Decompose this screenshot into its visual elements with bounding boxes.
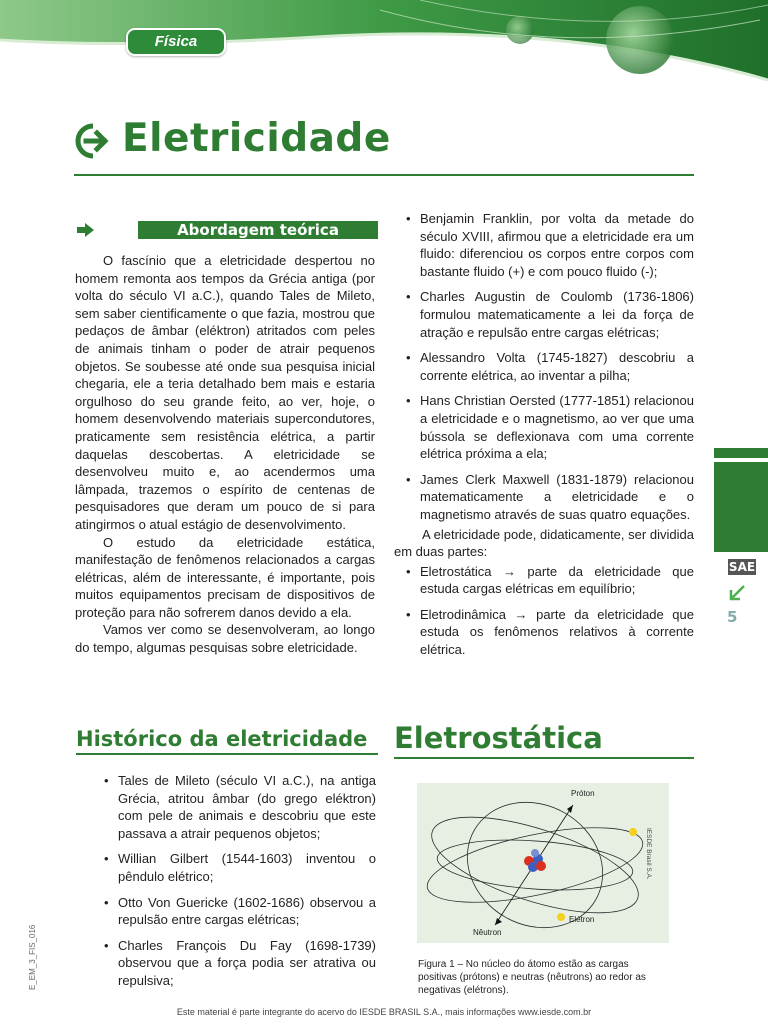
right-column [394, 210, 694, 667]
division-list [394, 563, 694, 659]
arrow-right-icon [76, 221, 96, 239]
section-historico-title: Histórico da eletricidade [76, 727, 378, 755]
nucleus [524, 849, 546, 872]
list-item: • Alessandro Volta (1745-1827) descobriu a corrente elétrica, ao inventar a pilha; [406, 350, 694, 383]
banner-graphic [0, 0, 768, 84]
label-neutron: Nêutron [473, 928, 502, 937]
section-eletrostatica-title: Eletrostática [394, 721, 694, 759]
arrow-down-left-icon [727, 583, 747, 603]
historico-list-container [104, 772, 376, 998]
list-item: • Hans Christian Oersted (1777-1851) relacionou a eletricidade e o magnetismo, ao ver que uma bússola se deflexionava com uma corrente elétrica próxima a ela; [406, 393, 694, 462]
footer-text: Este material é parte integrante do acervo do IESDE BRASIL S.A., mais informações www.iesde.com.br [176, 1007, 592, 1017]
electron [557, 913, 565, 921]
atom-figure [417, 783, 669, 943]
list-item: • Eletrostática → parte da eletricidade que estuda cargas elétricas em equilíbrio; [406, 563, 694, 597]
atom-illustration [417, 783, 669, 943]
list-item: • Charles François Du Fay (1698-1739) observou que a força podia ser atrativa ou repulsiva; [104, 937, 376, 988]
division-paragraph: A eletricidade pode, didaticamente, ser dividida em duas partes: [394, 526, 694, 560]
scientist-list [394, 210, 694, 524]
list-item: • Willian Gilbert (1544-1603) inventou o pêndulo elétrico; [104, 851, 376, 884]
list-item: • Otto Von Guericke (1602-1686) observou a repulsão entre cargas elétricas; [104, 894, 376, 928]
section-abordagem [76, 221, 378, 239]
margin-code: E_EM_3_FIS_016 [28, 924, 37, 990]
historico-list [104, 772, 376, 990]
page-title-row [74, 118, 694, 176]
figure-credit: IESDE Brasil S.A. [645, 828, 652, 880]
page-title: Eletricidade [122, 116, 391, 161]
brand-logo: SAE [728, 560, 756, 574]
electron [629, 828, 637, 836]
label-proton: Próton [571, 789, 595, 798]
header-banner [0, 0, 768, 84]
list-item: • Benjamin Franklin, por volta da metade do século XVIII, afirmou que a eletricidade era um fluido: diferenciou os corpos entre corpos com bastante fluido (+) e com pouco fluido (-); [406, 211, 694, 279]
side-tab-strip [714, 448, 768, 458]
intro-paragraph: O estudo da eletricidade estática, manifestação de fenômenos relacionados a cargas elétricas, além de interessante, é importante, pois muitos equipamentos precisam de dispositivos de proteção para não sofrerem danos devido a ela. [75, 534, 375, 620]
section-abordagem-title: Abordagem teórica [138, 221, 378, 239]
figure-caption: Figura 1 – No núcleo do átomo estão as cargas positivas (prótons) e neutras (nêutrons) ao redor as negativas (elétrons). [418, 959, 646, 996]
arrow-circle-icon [74, 122, 112, 160]
list-item: • Tales de Mileto (século VI a.C.), na antiga Grécia, atritou âmbar (do grego eléktron) com pele de animais e descobriu que este passava a atrair pequenos objetos; [104, 773, 376, 841]
side-tab [714, 462, 768, 552]
list-item: • Charles Augustin de Coulomb (1736-1806) formulou matematicamente a lei da força de atração e repulsão entre cargas elétricas; [406, 289, 694, 340]
intro-paragraph: O fascínio que a eletricidade despertou no homem remonta aos tempos da Grécia antiga (por volta do século VI a.C.), quando Tales de Mileto, sem saber cientificamente o que fazia, mostrou que pedaços de âmbar (eléktron) atritados com peles de animais tinham o poder de atrair pequenos objetos. Se soubesse até onde sua pesquisa inicial chegaria, ele a teria detalhado bem mais e estaria orgulhoso do seu grande feito, ao ver, hoje, o homem desenvolvendo materiais supercondutores, praticamente sem resistência elétrica, a partir daquelas descobertas. A eletricidade se desenvolveu muito e, ao acendermos uma lâmpada, trazemos o espírito de centenas de pesquisadores que deram um pouco de si para atingirmos o atual estágio de desenvolvimento. [75, 253, 375, 532]
list-item: • Eletrodinâmica → parte da eletricidade que estuda os fenômenos relativos à corrente elétrica. [406, 606, 694, 658]
page-number: 5 [727, 608, 738, 626]
list-item: • James Clerk Maxwell (1831-1879) relacionou matematicamente a eletricidade e o magnetismo através de suas quatro equações. [406, 471, 694, 522]
intro-text [75, 252, 375, 657]
label-eletron: Elétron [569, 915, 595, 924]
subject-tab: Física [126, 28, 226, 56]
intro-paragraph: Vamos ver como se desenvolveram, ao longo do tempo, algumas pesquisas sobre eletricidade. [75, 622, 375, 656]
